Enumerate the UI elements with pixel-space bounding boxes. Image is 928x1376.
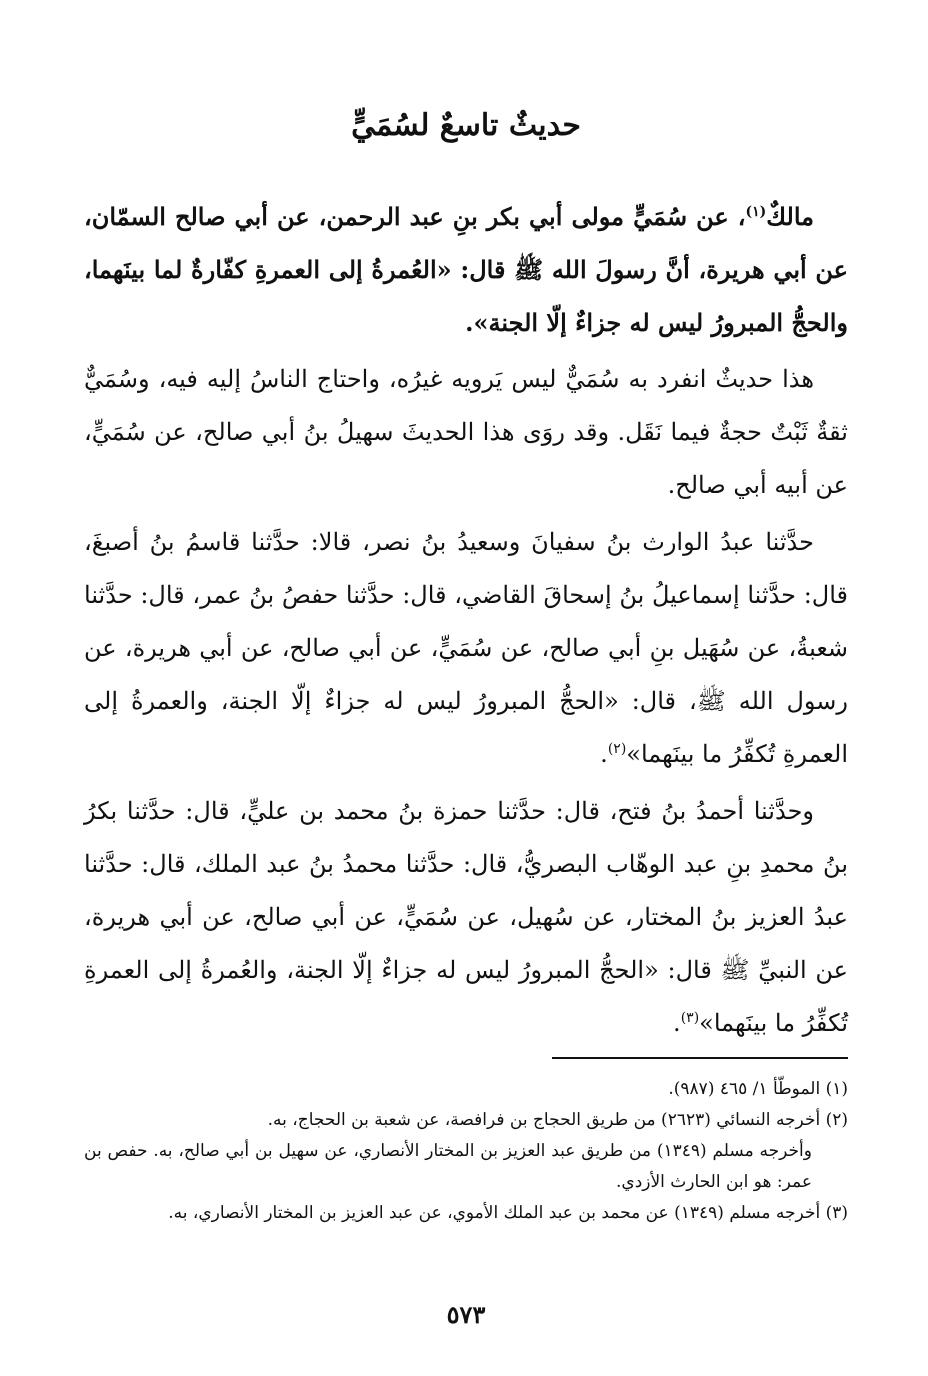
paragraph-text-before: وحدَّثنا أحمدُ بنُ فتح، قال: حدَّثنا حمزة بنُ محمد بن عليٍّ، قال: حدَّثنا بكرُ بنُ محمدِ بنِ عبد الوهّاب البصريُّ، قال: حدَّثنا محمدُ بنُ عبد الملك، قال: حدَّثنا عبدُ العزيز بنُ المختار، عن سُهيل، عن سُمَيٍّ، عن أبي صالح، عن أبي هريرة، عن النبيِّ ﷺ قال: «الحجُّ المبرورُ ليس له جزاءٌ إلّا الجنة، والعُمرةُ إلى العمرةِ تُكفِّرُ ما بينَهما» [84, 797, 848, 1037]
footnotes-section [84, 1074, 848, 1229]
footnote-marker[interactable]: (٢) [607, 741, 627, 757]
page-number: ٥٧٣ [446, 1300, 486, 1329]
paragraph-text-before: هذا حديثٌ انفرد به سُمَيٌّ ليس يَرويه غيرُه، واحتاج الناسُ إليه فيه، وسُمَيٌّ ثقةٌ ثَبْتٌ حجةٌ فيما نَقَل. وقد روَى هذا الحديثَ سهيلُ بنُ أبي صالح، عن سُمَيٍّ، عن أبيه أبي صالح. [84, 365, 848, 499]
hadith-paragraph-1 [84, 190, 848, 349]
paragraph-text-before: حدَّثنا عبدُ الوارث بنُ سفيانَ وسعيدُ بنُ نصر، قالا: حدَّثنا قاسمُ بنُ أصبغَ، قال: حدَّثنا إسماعيلُ بنُ إسحاقَ القاضي، قال: حدَّثنا حفصُ بنُ عمر، قال: حدَّثنا شعبةُ، عن سُهَيل بنِ أبي صالح، عن سُمَيٍّ، عن أبي صالح، عن أبي هريرة، عن رسول الله ﷺ، قال: «الحجُّ المبرورُ ليس له جزاءٌ إلّا الجنة، والعمرةُ إلى العمرةِ تُكفِّرُ ما بينَهما» [84, 528, 848, 768]
main-text [84, 190, 848, 1054]
commentary-paragraph [84, 353, 848, 512]
book-page [84, 0, 848, 1376]
paragraph-text-after: . [600, 740, 608, 768]
paragraph-text-before: مالكٌ [766, 202, 814, 231]
footnote-marker[interactable]: (١) [745, 204, 767, 220]
footnote-3: (٣) أخرجه مسلم (١٣٤٩) عن محمد بن عبد الملك الأموي، عن عبد العزيز بن المختار الأنصاري، به. [168, 1203, 848, 1223]
paragraph-text-after: ، عن سُمَيٍّ مولى أبي بكر بنِ عبد الرحمن، عن أبي صالح السمّان، عن أبي هريرة، أنَّ رسولَ الله ﷺ قال: «العُمرةُ إلى العمرةِ كفّارةٌ لما بينَهما، والحجُّ المبرورُ ليس له جزاءٌ إلّا الجنة». [84, 202, 848, 337]
footnote-2-continuation: وأخرجه مسلم (١٣٤٩) من طريق عبد العزيز بن المختار الأنصاري، عن سهيل بن أبي صالح، به. حفص بن عمر: هو ابن الحارث الأزدي. [84, 1141, 812, 1192]
footnote-2: (٢) أخرجه النسائي (٢٦٢٣) من طريق الحجاج بن فرافصة، عن شعبة بن الحجاج، به. [267, 1110, 848, 1130]
footnote-divider [552, 1057, 848, 1059]
paragraph-text-after: . [673, 1009, 681, 1037]
footnote-marker[interactable]: (٣) [680, 1010, 700, 1026]
isnad-paragraph-1 [84, 516, 848, 781]
chapter-title: حديثٌ تاسعٌ لسُمَيٍّ [351, 108, 581, 143]
isnad-paragraph-2 [84, 785, 848, 1050]
footnote-1: (١) الموطّأ ١/ ٤٦٥ (٩٨٧). [668, 1079, 848, 1099]
